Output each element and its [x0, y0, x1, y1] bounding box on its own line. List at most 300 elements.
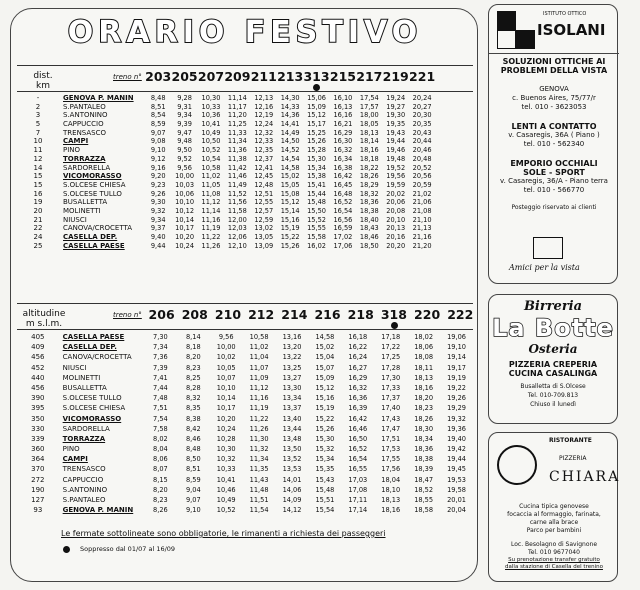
time-cell: 12,37: [254, 154, 274, 163]
train-number: 213: [277, 69, 304, 84]
time-cell: 8,42: [185, 424, 201, 433]
time-cell: 19,17: [447, 363, 466, 372]
time-cell: 14,33: [280, 102, 300, 111]
table-row: [17, 233, 473, 242]
station-name: SARDORELLA: [63, 163, 111, 172]
time-cell: 11,02: [249, 343, 269, 352]
time-cell: 13,50: [282, 445, 302, 454]
km-cell: 272: [31, 475, 45, 484]
time-cell: 16,59: [333, 224, 353, 233]
time-cell: 11,48: [249, 485, 269, 494]
km-cell: 330: [31, 424, 45, 433]
time-cell: 18,02: [414, 333, 434, 341]
isolani-addr3: v. Casaregis, 36/A - Piano terra: [500, 177, 608, 185]
time-cell: 10,54: [201, 154, 221, 163]
time-cell: 18,13: [414, 373, 434, 382]
station-name: TORRAZZA: [63, 154, 106, 163]
time-cell: 20,48: [412, 154, 432, 163]
km-cell: 456: [31, 353, 45, 362]
km-cell: 22: [33, 224, 43, 233]
station-name: TORRAZZA: [62, 434, 106, 443]
time-cell: 14,49: [280, 128, 300, 137]
time-cell: 14,54: [280, 154, 300, 163]
time-cell: 19,27: [386, 102, 406, 111]
time-cell: 11,19: [201, 224, 221, 233]
time-cell: 8,18: [185, 343, 201, 352]
time-cell: 18,55: [414, 496, 434, 504]
page-title: ORARIO FESTIVO: [67, 15, 423, 50]
isolani-emporio: EMPORIO OCCHIALI: [510, 159, 598, 168]
chiara-desc2: focaccia al formaggio, farinata,: [507, 511, 601, 518]
time-cell: 17,06: [333, 241, 353, 250]
time-cell: 10,33: [201, 102, 221, 111]
km-cell: 20: [33, 206, 43, 215]
time-cell: 21,20: [412, 241, 432, 250]
train-numbers-2: [145, 307, 477, 327]
time-cell: 10,17: [175, 224, 195, 233]
time-cell: 11,51: [249, 496, 269, 504]
time-cell: 20,01: [447, 496, 466, 504]
time-cell: 17,03: [348, 475, 368, 484]
km-cell: 395: [31, 404, 45, 413]
time-cell: 8,20: [185, 353, 201, 362]
time-cell: 16,52: [348, 445, 368, 454]
time-cell: 8,23: [153, 496, 168, 504]
altitude-label: altitudine m s.l.m.: [22, 309, 66, 329]
time-cell: 16,27: [348, 363, 368, 372]
time-cell: 10,50: [201, 137, 221, 146]
time-cell: 15,02: [315, 343, 335, 352]
time-cell: 11,52: [227, 189, 247, 198]
time-cell: 17,47: [381, 424, 401, 433]
chiara-desc4: Parco per bambini: [526, 527, 582, 534]
time-cell: 15,05: [280, 180, 300, 189]
km-cell: 5: [35, 120, 41, 129]
time-cell: 18,47: [414, 475, 434, 484]
train-numbers: [145, 69, 435, 89]
time-cell: 16,54: [333, 206, 353, 215]
table-row: [17, 485, 473, 495]
time-cell: 11,34: [249, 455, 269, 464]
train-number: 217: [356, 69, 383, 84]
time-cell: 11,26: [201, 241, 221, 250]
time-cell: 11,35: [249, 465, 269, 474]
isolani-posteggio: Posteggio riservato ai clienti: [511, 204, 597, 211]
time-cell: 10,20: [175, 233, 195, 241]
table-row: [17, 475, 473, 485]
isolani-city: GENOVA: [539, 85, 569, 93]
time-cell: 11,58: [227, 206, 247, 215]
station-name: S.PANTALEO: [62, 496, 106, 504]
train-number: 210: [214, 307, 242, 322]
time-cell: 19,26: [447, 394, 466, 403]
time-cell: 14,58: [315, 333, 335, 341]
station-name: S.PANTALEO: [63, 102, 106, 111]
time-cell: 17,22: [381, 343, 401, 352]
time-cell: 18,11: [414, 363, 434, 372]
time-cell: 17,55: [381, 455, 401, 464]
time-cell: 15,48: [307, 198, 326, 207]
station-name: CANOVA/CROCETTA: [62, 353, 132, 362]
time-cell: 18,50: [359, 241, 379, 250]
time-cell: 21,16: [412, 233, 432, 241]
time-cell: 11,54: [249, 506, 269, 515]
time-cell: 13,52: [282, 455, 302, 464]
km-cell: 2: [35, 102, 41, 111]
time-cell: 12,48: [254, 180, 274, 189]
station-name: VICOMORASSO: [62, 414, 122, 423]
station-name: PINO: [62, 445, 80, 454]
time-cell: 14,30: [280, 94, 300, 102]
time-cell: 17,11: [348, 496, 368, 504]
time-cell: 19,42: [447, 445, 466, 454]
km-cell: 14: [33, 163, 43, 172]
train-number: 318: [380, 307, 407, 322]
time-cell: 7,58: [153, 424, 168, 433]
time-cell: 9,28: [177, 94, 192, 102]
time-cell: 18,34: [414, 434, 434, 443]
time-cell: 19,32: [447, 414, 466, 423]
time-cell: 17,02: [333, 233, 353, 241]
station-name: MOLINETTI: [63, 206, 101, 215]
stamp-icon: [533, 237, 563, 259]
train-number: 216: [314, 307, 341, 322]
time-cell: 19,44: [447, 455, 466, 464]
time-cell: 17,37: [381, 394, 401, 403]
time-cell: 18,26: [414, 414, 434, 423]
time-cell: 17,08: [348, 485, 368, 494]
table-row: [17, 505, 473, 515]
time-cell: 16,16: [333, 111, 353, 120]
time-cell: 18,39: [414, 465, 434, 474]
station-name: NIUSCI: [63, 215, 87, 224]
isolani-tel1: tel. 010 - 3623053: [521, 103, 587, 111]
time-cell: 11,38: [227, 154, 247, 163]
train-number: 206: [148, 307, 175, 322]
table-row: [17, 342, 473, 352]
time-cell: 10,24: [175, 241, 195, 250]
time-cell: 10,12: [175, 206, 195, 215]
time-cell: 19,53: [447, 475, 466, 484]
time-cell: 12,32: [254, 128, 274, 137]
time-cell: 10,14: [216, 394, 236, 403]
station-name: S.OLCESE TULLO: [62, 394, 122, 403]
time-cell: 19,36: [447, 424, 466, 433]
time-cell: 15,12: [315, 383, 335, 392]
suppressed-bullet-icon: [391, 322, 398, 329]
time-cell: 19,24: [386, 94, 406, 102]
time-cell: 9,56: [177, 163, 192, 172]
time-cell: 7,30: [153, 333, 168, 341]
time-cell: 8,23: [185, 363, 201, 372]
station-name: BUSALLETTA: [63, 198, 108, 207]
time-cell: 15,09: [315, 373, 335, 382]
time-cell: 20,08: [386, 206, 406, 215]
time-cell: 12,35: [254, 146, 274, 155]
time-cell: 17,25: [381, 353, 401, 362]
time-cell: 16,36: [348, 394, 368, 403]
time-cell: 12,57: [254, 206, 274, 215]
time-cell: 18,14: [359, 137, 379, 146]
time-cell: 20,02: [386, 189, 406, 198]
time-cell: 11,19: [249, 404, 269, 413]
time-cell: 18,16: [359, 146, 379, 155]
time-cell: 15,25: [307, 128, 326, 137]
legend-text: Soppresso dal 01/07 al 16/09: [80, 545, 176, 553]
time-cell: 10,46: [216, 485, 236, 494]
botte-name: La Botte: [492, 314, 614, 342]
time-cell: 9,08: [150, 137, 166, 146]
time-cell: 8,35: [185, 404, 201, 413]
time-cell: 9,20: [150, 172, 166, 181]
time-cell: 9,16: [150, 163, 166, 172]
time-cell: 10,10: [175, 198, 195, 207]
table-row: [17, 172, 473, 181]
chiara-desc1: Cucina tipica genovese: [519, 503, 589, 510]
time-cell: 18,13: [359, 128, 379, 137]
station-name: PINO: [63, 146, 81, 155]
station-name: GENOVA P. MANIN: [62, 506, 134, 515]
km-cell: 364: [31, 455, 45, 464]
table-row: [17, 393, 473, 403]
station-name: S.OLCESE TULLO: [63, 189, 122, 198]
time-cell: 18,46: [359, 233, 379, 241]
time-cell: 9,52: [177, 154, 192, 163]
time-cell: 8,48: [185, 445, 201, 454]
chiara-desc3: carne alla brace: [529, 519, 579, 526]
time-cell: 14,36: [280, 111, 300, 120]
time-cell: 19,10: [447, 343, 466, 352]
table-row: [17, 181, 473, 190]
time-cell: 7,44: [153, 383, 168, 392]
time-cell: 9,44: [150, 241, 166, 250]
time-cell: 10,00: [216, 343, 236, 352]
station-name: NIUSCI: [62, 363, 87, 372]
km-cell: 452: [31, 363, 45, 372]
time-cell: 14,52: [280, 146, 300, 155]
time-cell: 11,08: [201, 189, 221, 198]
treno-label-2: treno n°: [113, 311, 142, 319]
time-cell: 16,02: [307, 241, 326, 250]
time-cell: 10,28: [216, 434, 236, 443]
time-cell: 10,30: [201, 94, 221, 102]
isolani-tel2: tel. 010 - 562340: [523, 140, 585, 148]
time-cell: 11,49: [227, 180, 247, 189]
time-cell: 11,05: [201, 180, 221, 189]
time-cell: 18,08: [414, 353, 434, 362]
time-cell: 11,16: [249, 394, 269, 403]
time-cell: 12,33: [254, 137, 274, 146]
time-cell: 8,38: [185, 414, 201, 423]
time-cell: 16,50: [348, 434, 368, 443]
time-cell: 11,20: [227, 111, 247, 120]
time-cell: 16,22: [348, 343, 368, 352]
station-name: VICOMORASSO: [63, 172, 122, 181]
station-name: MOLINETTI: [62, 373, 101, 382]
time-cell: 8,02: [153, 434, 168, 443]
time-cell: 10,20: [216, 414, 236, 423]
time-cell: 17,57: [359, 102, 379, 111]
time-cell: 10,36: [201, 111, 221, 120]
botte-line2: CUCINA CASALINGA: [508, 369, 598, 378]
time-cell: 11,32: [249, 445, 269, 454]
station-name: CAMPI: [63, 137, 89, 146]
time-cell: 11,14: [227, 94, 247, 102]
km-cell: 350: [31, 414, 45, 423]
time-cell: 10,58: [249, 333, 269, 341]
time-cell: 18,13: [381, 496, 401, 504]
km-cell: 21: [33, 215, 43, 224]
time-cell: 10,14: [175, 215, 195, 224]
time-cell: 13,09: [254, 241, 274, 250]
time-cell: 14,58: [280, 163, 300, 172]
suppressed-bullet-icon: [313, 84, 320, 91]
botte-birreria: Birreria: [523, 299, 583, 314]
time-cell: 12,00: [227, 215, 247, 224]
time-cell: 15,55: [307, 224, 326, 233]
time-cell: 20,52: [412, 163, 432, 172]
time-cell: 16,38: [333, 163, 353, 172]
time-cell: 9,32: [150, 206, 166, 215]
table-row: [17, 352, 473, 362]
time-cell: 11,30: [249, 434, 269, 443]
table-row: [17, 120, 473, 129]
time-cell: 16,48: [333, 189, 353, 198]
time-cell: 15,41: [307, 180, 326, 189]
station-name: CASELLA PAESE: [63, 241, 125, 250]
station-name: S.OLCESE CHIESA: [62, 404, 126, 413]
time-cell: 8,46: [185, 434, 201, 443]
time-cell: 16,32: [348, 383, 368, 392]
table-row: [17, 495, 473, 505]
ad-la-botte: [488, 294, 618, 424]
table-row: [17, 363, 473, 373]
time-cell: 16,39: [348, 404, 368, 413]
time-cell: 16,32: [333, 146, 353, 155]
table-row: [17, 224, 473, 233]
time-cell: 20,44: [412, 137, 432, 146]
chiara-name: CHIARA: [549, 469, 621, 485]
table-row: [17, 146, 473, 155]
dist-label: dist. km: [33, 71, 53, 91]
time-cell: 13,22: [282, 353, 302, 362]
time-cell: 15,17: [307, 120, 326, 129]
isolani-addr1: c. Buenos Aires, 75/77/r: [512, 94, 596, 102]
time-cell: 9,07: [150, 128, 166, 137]
station-name: CASELLA PAESE: [62, 333, 125, 341]
time-cell: 16,56: [333, 215, 353, 224]
time-cell: 13,20: [282, 343, 302, 352]
time-cell: 12,41: [254, 163, 274, 172]
time-cell: 11,14: [201, 206, 221, 215]
train-number: 209: [224, 69, 251, 84]
station-name: CAMPI: [62, 455, 88, 464]
time-cell: 15,04: [315, 353, 335, 362]
time-cell: 17,18: [381, 333, 401, 341]
time-cell: 10,49: [201, 128, 221, 137]
km-cell: 16: [33, 189, 43, 198]
time-cell: 15,35: [315, 465, 335, 474]
time-cell: 18,16: [414, 383, 434, 392]
time-cell: 8,20: [153, 485, 168, 494]
time-cell: 9,40: [150, 233, 166, 241]
table-row: [17, 403, 473, 413]
time-cell: 12,06: [227, 233, 247, 241]
km-cell: 370: [31, 465, 45, 474]
time-cell: 16,13: [333, 102, 353, 111]
time-cell: 15,48: [315, 485, 335, 494]
time-cell: 15,19: [315, 404, 335, 413]
time-cell: 12,51: [254, 189, 274, 198]
time-cell: 20,16: [386, 233, 406, 241]
time-cell: 11,22: [201, 233, 221, 241]
time-cell: 11,04: [249, 353, 269, 362]
time-cell: 18,26: [359, 172, 379, 181]
time-cell: 20,20: [386, 241, 406, 250]
km-cell: 3: [35, 111, 41, 120]
time-cell: 15,22: [315, 414, 335, 423]
station-name: GENOVA P. MANIN: [63, 94, 134, 102]
time-cell: 8,14: [185, 333, 201, 341]
plate-icon: [497, 445, 537, 485]
time-cell: 15,07: [315, 363, 335, 372]
time-cell: 17,43: [381, 414, 401, 423]
time-cell: 10,30: [216, 445, 236, 454]
time-cell: 10,58: [201, 163, 221, 172]
time-cell: 15,16: [280, 215, 300, 224]
station-name: S.ANTONINO: [63, 111, 108, 120]
time-cell: 10,52: [216, 506, 236, 515]
chiara-ristorante: RISTORANTE: [549, 437, 592, 444]
time-cell: 13,40: [282, 414, 302, 423]
time-cell: 16,10: [333, 94, 353, 102]
time-cell: 21,08: [412, 206, 432, 215]
time-cell: 15,02: [280, 172, 300, 181]
time-cell: 9,31: [177, 102, 192, 111]
time-cell: 8,07: [153, 465, 168, 474]
isolani-name: ISOLANI: [537, 21, 606, 39]
time-cell: 20,35: [412, 120, 432, 129]
station-name: TRENSASCO: [62, 465, 106, 474]
table-row: [17, 103, 473, 112]
timetable-rows: [17, 94, 473, 250]
time-cell: 9,04: [185, 485, 201, 494]
station-name: SARDORELLA: [62, 424, 110, 433]
isolani-small: ISTITUTO OTTICO: [543, 11, 587, 17]
time-cell: 18,32: [359, 189, 379, 198]
table-row: [17, 190, 473, 199]
time-cell: 12,10: [227, 241, 247, 250]
time-cell: 10,41: [216, 475, 236, 484]
table-row: [17, 137, 473, 146]
time-cell: 8,26: [153, 506, 168, 515]
time-cell: 18,00: [359, 111, 379, 120]
time-cell: 10,00: [175, 172, 195, 181]
chiara-transfer2: dalla stazione di Casella del trenino: [505, 564, 603, 570]
time-cell: 12,19: [254, 111, 274, 120]
time-cell: 14,50: [280, 137, 300, 146]
time-cell: 15,34: [307, 163, 326, 172]
train-number: 313: [303, 69, 330, 84]
time-cell: 7,34: [153, 343, 168, 352]
isolani-logo-icon: [497, 11, 535, 49]
train-number: 221: [409, 69, 436, 84]
time-cell: 16,45: [333, 180, 353, 189]
time-cell: 18,30: [414, 424, 434, 433]
time-cell: 8,28: [185, 383, 201, 392]
time-cell: 10,49: [216, 496, 236, 504]
time-cell: 12,24: [254, 120, 274, 129]
